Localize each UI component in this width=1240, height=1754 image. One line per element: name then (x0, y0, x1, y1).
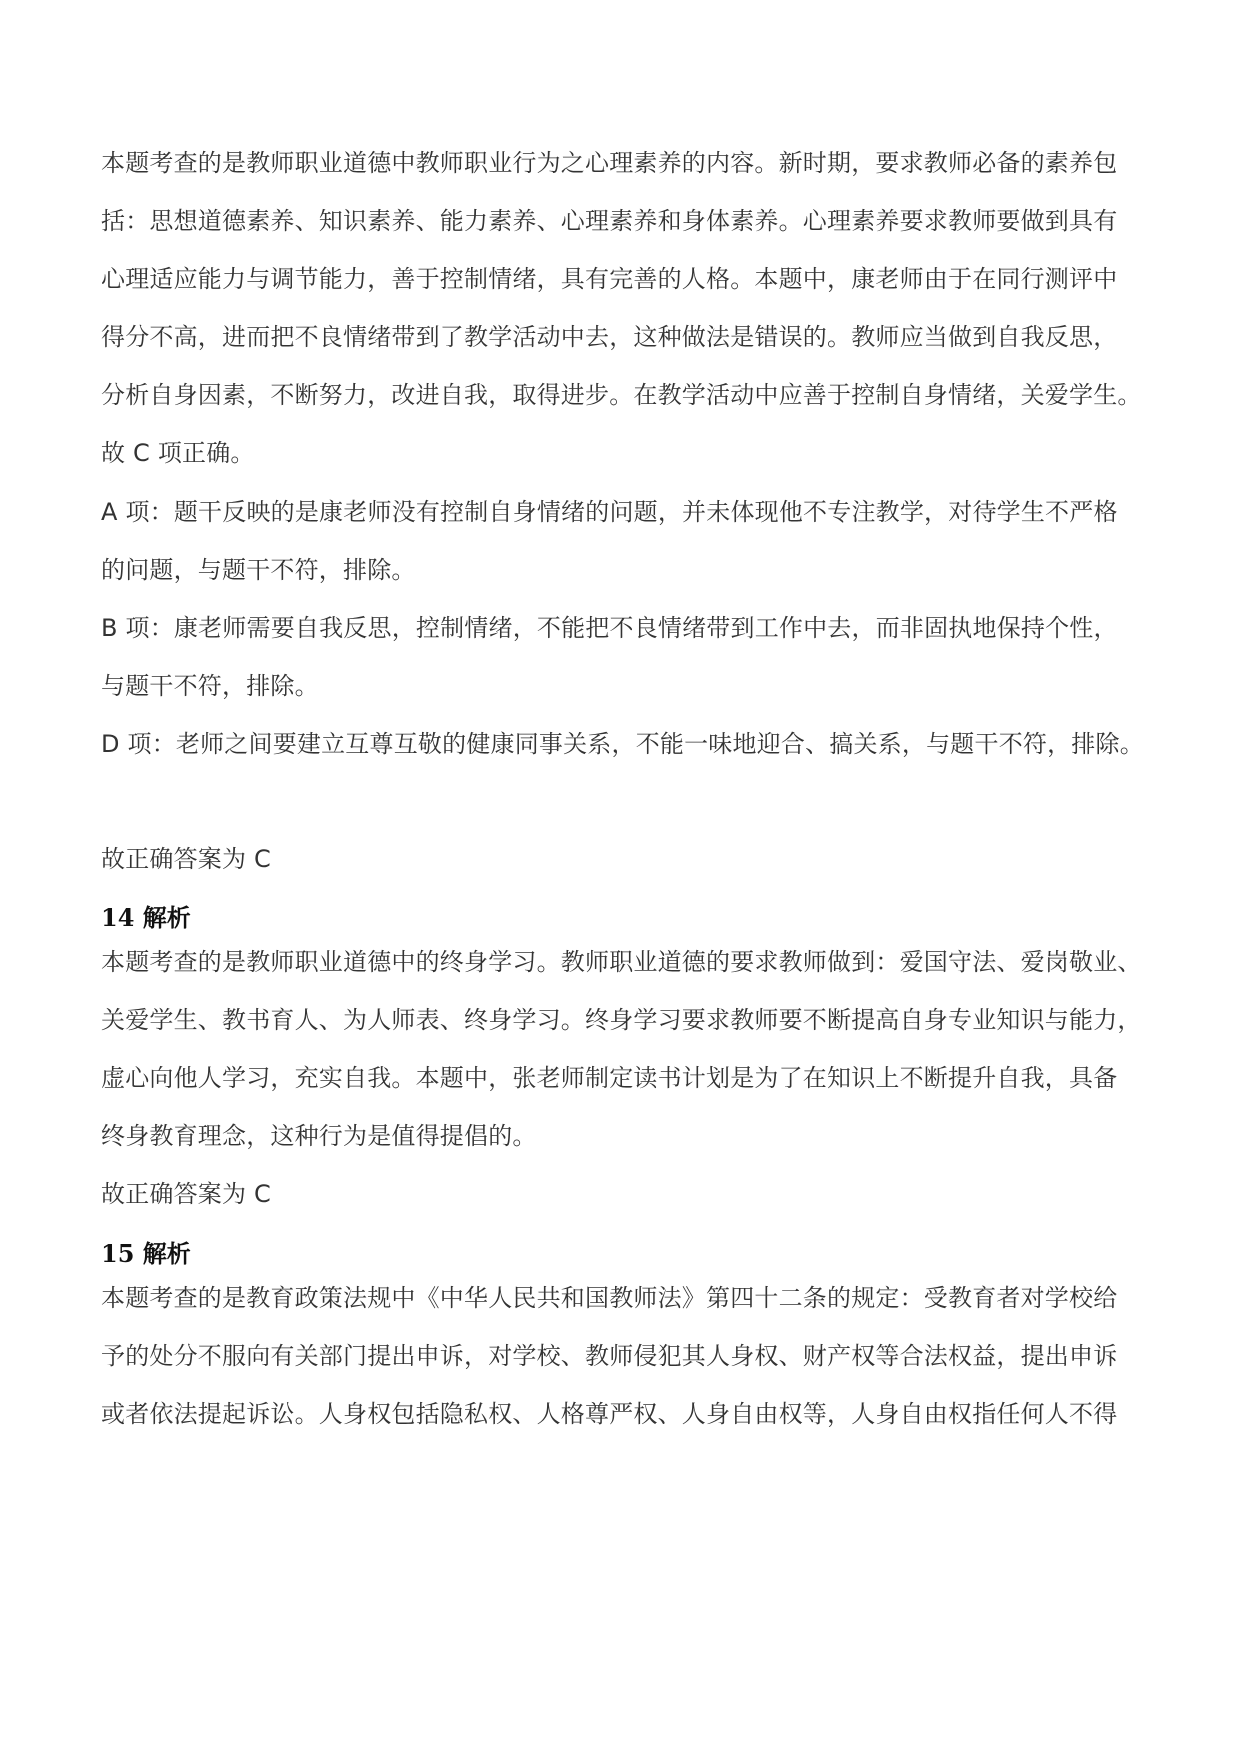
option-a-text: 的问题，与题干不符，排除。 (101, 556, 416, 584)
text-line: 心理适应能力与调节能力，善于控制情绪，具有完善的人格。本题中，康老师由于在同行测评中 (101, 265, 1118, 293)
text-line: 分析自身因素，不断努力，改进自我，取得进步。在教学活动中应善于控制自身情绪，关爱学生。 (101, 381, 1142, 409)
text-line: 本题考查的是教师职业道德中教师职业行为之心理素养的内容。新时期，要求教师必备的素养包 (101, 149, 1118, 177)
conclusion-text: 故 C 项正确。 (101, 439, 255, 467)
option-a-text: A 项：题干反映的是康老师没有控制自身情绪的问题，并未体现他不专注教学，对待学生不严格 (101, 498, 1118, 526)
text-line: 终身教育理念，这种行为是值得提倡的。 (101, 1122, 537, 1150)
option-b-text: B 项：康老师需要自我反思，控制情绪，不能把不良情绪带到工作中去，而非固执地保持个性， (101, 614, 1118, 642)
section-heading: 14 解析 (101, 903, 191, 932)
text-line: 予的处分不服向有关部门提出申诉，对学校、教师侵犯其人身权、财产权等合法权益，提出申诉 (101, 1342, 1118, 1370)
text-line: 本题考查的是教师职业道德中的终身学习。教师职业道德的要求教师做到：爱国守法、爱岗敬业、 (101, 948, 1142, 976)
answer-text: 故正确答案为 C (101, 845, 271, 873)
text-line: 本题考查的是教育政策法规中《中华人民共和国教师法》第四十二条的规定：受教育者对学校给 (101, 1284, 1118, 1312)
option-b-text: 与题干不符，排除。 (101, 672, 319, 700)
text-line: 括：思想道德素养、知识素养、能力素养、心理素养和身体素养。心理素养要求教师要做到具有 (101, 207, 1118, 235)
document-page (101, 0, 1171, 1754)
answer-text: 故正确答案为 C (101, 1180, 271, 1208)
text-line: 得分不高，进而把不良情绪带到了教学活动中去，这种做法是错误的。教师应当做到自我反思， (101, 323, 1118, 351)
text-line: 虚心向他人学习，充实自我。本题中，张老师制定读书计划是为了在知识上不断提升自我，具备 (101, 1064, 1118, 1092)
option-d-text: D 项：老师之间要建立互尊互敬的健康同事关系，不能一味地迎合、搞关系，与题干不符，排除。 (101, 730, 1144, 758)
section-heading: 15 解析 (101, 1239, 191, 1268)
text-line: 或者依法提起诉讼。人身权包括隐私权、人格尊严权、人身自由权等，人身自由权指任何人不得 (101, 1400, 1118, 1428)
text-line: 关爱学生、教书育人、为人师表、终身学习。终身学习要求教师要不断提高自身专业知识与能力， (101, 1006, 1142, 1034)
